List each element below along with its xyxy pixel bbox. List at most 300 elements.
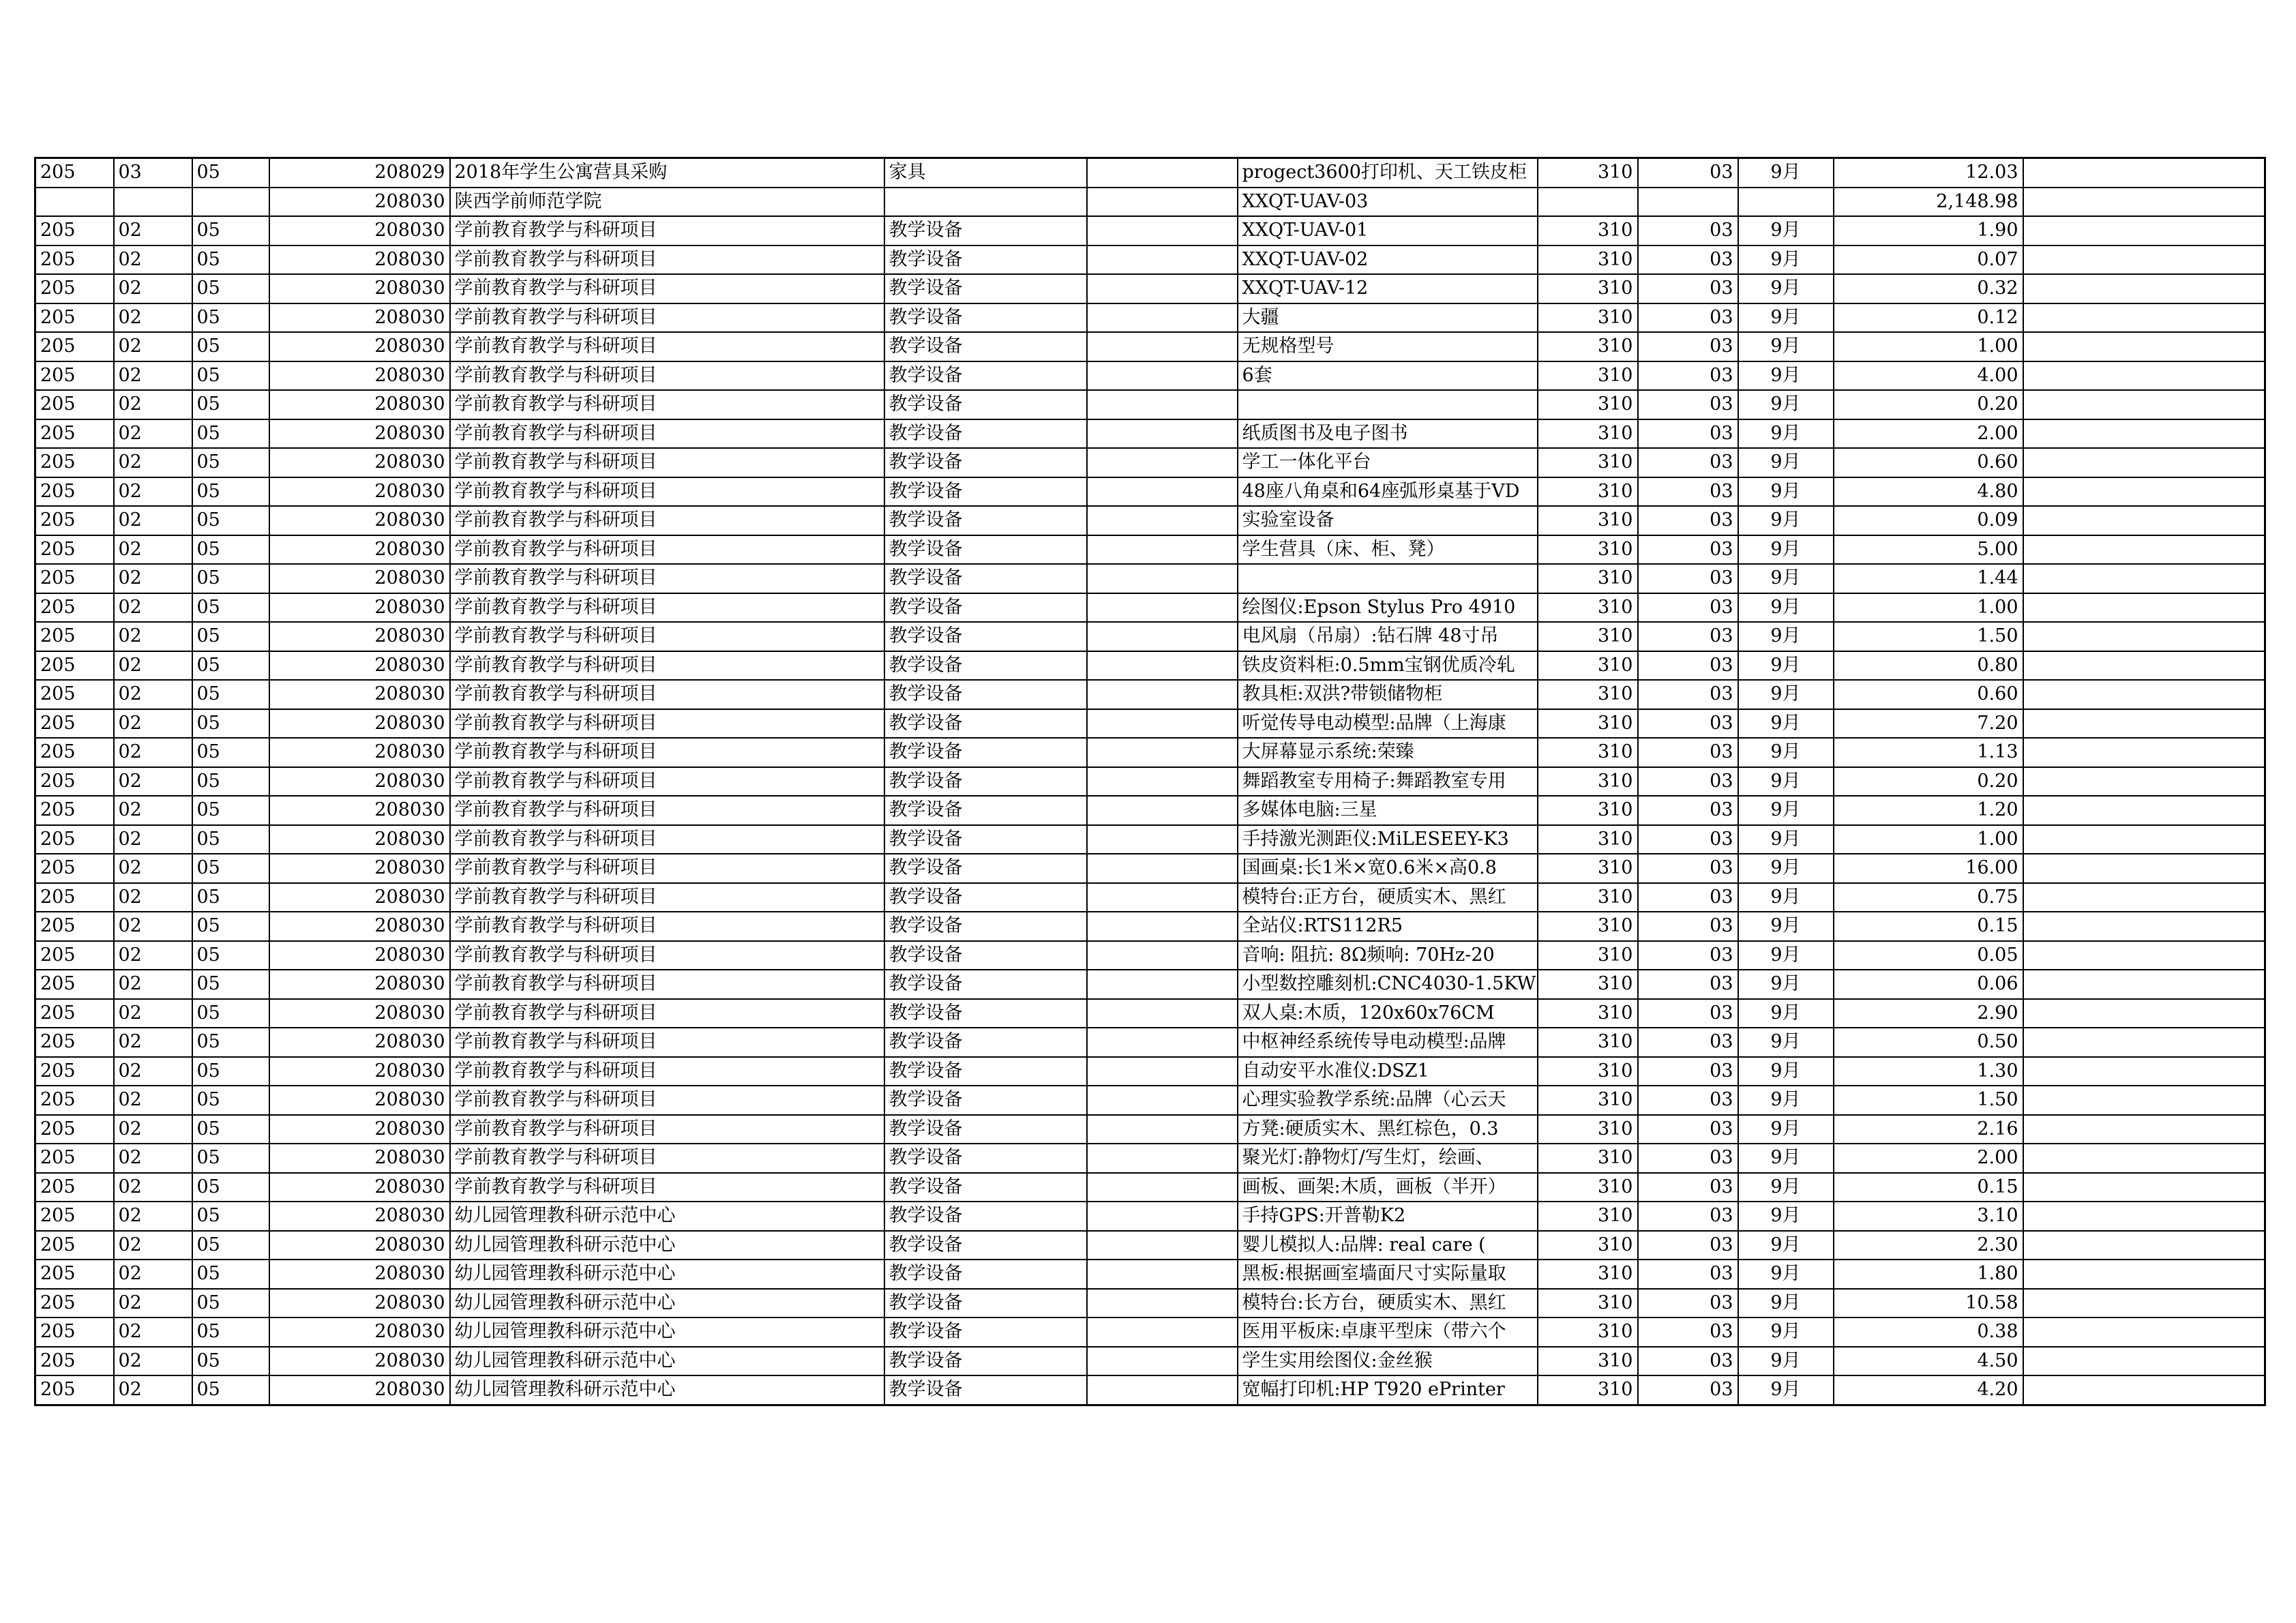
cell-spec: 黑板:根据画室墙面尺寸实际量取 bbox=[1238, 1260, 1538, 1289]
cell-month: 9月 bbox=[1738, 970, 1834, 999]
table-row bbox=[35, 1260, 2265, 1289]
cell-econ-code: 310 bbox=[1538, 912, 1638, 941]
cell-spec: 学工一体化平台 bbox=[1238, 448, 1538, 477]
cell-sub-code: 03 bbox=[1638, 448, 1738, 477]
cell-category: 教学设备 bbox=[884, 680, 1087, 709]
cell-unit-code: 208030 bbox=[269, 941, 450, 970]
cell-unit-code: 208030 bbox=[269, 1144, 450, 1173]
cell-spec: XXQT-UAV-01 bbox=[1238, 216, 1538, 245]
cell-blank-col bbox=[1087, 188, 1238, 217]
cell-amount: 1.44 bbox=[1834, 564, 2023, 593]
cell-remark bbox=[2023, 622, 2265, 651]
cell-econ-code: 310 bbox=[1538, 245, 1638, 275]
cell-class-code: 205 bbox=[35, 912, 114, 941]
cell-type-code: 02 bbox=[114, 709, 192, 739]
cell-econ-code: 310 bbox=[1538, 361, 1638, 391]
cell-remark bbox=[2023, 216, 2265, 245]
cell-sub-code: 03 bbox=[1638, 158, 1738, 188]
cell-sub-code: 03 bbox=[1638, 274, 1738, 303]
cell-project-name: 幼儿园管理教科研示范中心 bbox=[450, 1260, 884, 1289]
cell-category: 教学设备 bbox=[884, 1317, 1087, 1347]
cell-blank-col bbox=[1087, 1260, 1238, 1289]
cell-month: 9月 bbox=[1738, 622, 1834, 651]
cell-class-code: 205 bbox=[35, 738, 114, 767]
cell-remark bbox=[2023, 188, 2265, 217]
table-row bbox=[35, 188, 2265, 217]
table-row bbox=[35, 506, 2265, 535]
cell-month: 9月 bbox=[1738, 825, 1834, 854]
cell-blank-col bbox=[1087, 1375, 1238, 1405]
cell-unit-code: 208029 bbox=[269, 158, 450, 188]
cell-remark bbox=[2023, 1289, 2265, 1318]
cell-spec: 音响: 阻抗: 8Ω频响: 70Hz-20 bbox=[1238, 941, 1538, 970]
cell-econ-code: 310 bbox=[1538, 477, 1638, 507]
cell-blank-col bbox=[1087, 1173, 1238, 1202]
cell-item-code: 05 bbox=[192, 419, 269, 449]
cell-sub-code: 03 bbox=[1638, 651, 1738, 681]
cell-econ-code: 310 bbox=[1538, 158, 1638, 188]
cell-class-code: 205 bbox=[35, 970, 114, 999]
cell-project-name: 学前教育教学与科研项目 bbox=[450, 593, 884, 623]
cell-project-name: 2018年学生公寓营具采购 bbox=[450, 158, 884, 188]
cell-remark bbox=[2023, 680, 2265, 709]
cell-remark bbox=[2023, 709, 2265, 739]
cell-sub-code: 03 bbox=[1638, 1202, 1738, 1231]
cell-category: 教学设备 bbox=[884, 796, 1087, 825]
cell-project-name: 幼儿园管理教科研示范中心 bbox=[450, 1202, 884, 1231]
cell-class-code: 205 bbox=[35, 419, 114, 449]
cell-econ-code: 310 bbox=[1538, 593, 1638, 623]
cell-blank-col bbox=[1087, 1231, 1238, 1260]
cell-amount: 0.09 bbox=[1834, 506, 2023, 535]
cell-econ-code: 310 bbox=[1538, 506, 1638, 535]
table-row bbox=[35, 1289, 2265, 1318]
cell-spec: 医用平板床:卓康平型床（带六个 bbox=[1238, 1317, 1538, 1347]
cell-class-code bbox=[35, 188, 114, 217]
cell-sub-code: 03 bbox=[1638, 216, 1738, 245]
cell-remark bbox=[2023, 941, 2265, 970]
cell-unit-code: 208030 bbox=[269, 999, 450, 1028]
cell-blank-col bbox=[1087, 1347, 1238, 1376]
cell-type-code bbox=[114, 188, 192, 217]
cell-item-code: 05 bbox=[192, 1115, 269, 1144]
cell-month: 9月 bbox=[1738, 1144, 1834, 1173]
cell-amount: 0.20 bbox=[1834, 767, 2023, 796]
cell-remark bbox=[2023, 332, 2265, 361]
cell-month: 9月 bbox=[1738, 738, 1834, 767]
cell-sub-code: 03 bbox=[1638, 535, 1738, 565]
cell-econ-code: 310 bbox=[1538, 651, 1638, 681]
cell-blank-col bbox=[1087, 767, 1238, 796]
cell-item-code: 05 bbox=[192, 1347, 269, 1376]
cell-item-code: 05 bbox=[192, 883, 269, 912]
cell-remark bbox=[2023, 1202, 2265, 1231]
cell-project-name: 学前教育教学与科研项目 bbox=[450, 999, 884, 1028]
cell-type-code: 02 bbox=[114, 912, 192, 941]
cell-blank-col bbox=[1087, 535, 1238, 565]
cell-unit-code: 208030 bbox=[269, 651, 450, 681]
cell-remark bbox=[2023, 1115, 2265, 1144]
cell-amount: 1.00 bbox=[1834, 332, 2023, 361]
cell-category: 教学设备 bbox=[884, 767, 1087, 796]
cell-project-name: 学前教育教学与科研项目 bbox=[450, 1057, 884, 1086]
cell-amount: 16.00 bbox=[1834, 854, 2023, 883]
cell-blank-col bbox=[1087, 970, 1238, 999]
cell-class-code: 205 bbox=[35, 1260, 114, 1289]
cell-remark bbox=[2023, 1317, 2265, 1347]
cell-month: 9月 bbox=[1738, 1317, 1834, 1347]
cell-project-name: 学前教育教学与科研项目 bbox=[450, 941, 884, 970]
cell-remark bbox=[2023, 535, 2265, 565]
table-row bbox=[35, 1317, 2265, 1347]
cell-unit-code: 208030 bbox=[269, 361, 450, 391]
cell-amount: 1.50 bbox=[1834, 1086, 2023, 1115]
cell-item-code: 05 bbox=[192, 216, 269, 245]
cell-remark bbox=[2023, 1086, 2265, 1115]
cell-sub-code: 03 bbox=[1638, 738, 1738, 767]
cell-category: 教学设备 bbox=[884, 970, 1087, 999]
cell-month: 9月 bbox=[1738, 419, 1834, 449]
cell-remark bbox=[2023, 564, 2265, 593]
cell-econ-code: 310 bbox=[1538, 970, 1638, 999]
cell-blank-col bbox=[1087, 1086, 1238, 1115]
cell-sub-code: 03 bbox=[1638, 1057, 1738, 1086]
cell-category: 教学设备 bbox=[884, 825, 1087, 854]
cell-amount: 0.20 bbox=[1834, 390, 2023, 419]
cell-month: 9月 bbox=[1738, 1057, 1834, 1086]
cell-project-name: 学前教育教学与科研项目 bbox=[450, 912, 884, 941]
cell-spec: 心理实验教学系统:品牌（心云天 bbox=[1238, 1086, 1538, 1115]
cell-remark bbox=[2023, 1260, 2265, 1289]
cell-spec: 纸质图书及电子图书 bbox=[1238, 419, 1538, 449]
cell-unit-code: 208030 bbox=[269, 390, 450, 419]
cell-item-code: 05 bbox=[192, 912, 269, 941]
cell-spec: XXQT-UAV-03 bbox=[1238, 188, 1538, 217]
cell-type-code: 02 bbox=[114, 1202, 192, 1231]
cell-blank-col bbox=[1087, 361, 1238, 391]
cell-item-code: 05 bbox=[192, 274, 269, 303]
cell-class-code: 205 bbox=[35, 593, 114, 623]
cell-item-code: 05 bbox=[192, 1375, 269, 1405]
cell-amount: 3.10 bbox=[1834, 1202, 2023, 1231]
cell-type-code: 02 bbox=[114, 1086, 192, 1115]
cell-project-name: 学前教育教学与科研项目 bbox=[450, 1115, 884, 1144]
cell-sub-code: 03 bbox=[1638, 767, 1738, 796]
cell-class-code: 205 bbox=[35, 1317, 114, 1347]
cell-category: 教学设备 bbox=[884, 216, 1087, 245]
cell-unit-code: 208030 bbox=[269, 738, 450, 767]
cell-remark bbox=[2023, 1173, 2265, 1202]
cell-econ-code: 310 bbox=[1538, 1028, 1638, 1057]
cell-type-code: 02 bbox=[114, 825, 192, 854]
cell-unit-code: 208030 bbox=[269, 1173, 450, 1202]
cell-econ-code: 310 bbox=[1538, 1173, 1638, 1202]
cell-sub-code: 03 bbox=[1638, 1289, 1738, 1318]
cell-item-code: 05 bbox=[192, 390, 269, 419]
cell-unit-code: 208030 bbox=[269, 1231, 450, 1260]
cell-type-code: 02 bbox=[114, 535, 192, 565]
cell-unit-code: 208030 bbox=[269, 1028, 450, 1057]
table-row bbox=[35, 1202, 2265, 1231]
cell-type-code: 02 bbox=[114, 448, 192, 477]
cell-item-code: 05 bbox=[192, 1144, 269, 1173]
cell-econ-code: 310 bbox=[1538, 332, 1638, 361]
cell-sub-code: 03 bbox=[1638, 564, 1738, 593]
cell-econ-code: 310 bbox=[1538, 1115, 1638, 1144]
cell-sub-code: 03 bbox=[1638, 970, 1738, 999]
cell-category: 教学设备 bbox=[884, 1173, 1087, 1202]
cell-econ-code: 310 bbox=[1538, 1202, 1638, 1231]
cell-blank-col bbox=[1087, 390, 1238, 419]
table-body bbox=[35, 158, 2265, 1405]
cell-category: 教学设备 bbox=[884, 1260, 1087, 1289]
cell-item-code: 05 bbox=[192, 593, 269, 623]
cell-item-code: 05 bbox=[192, 506, 269, 535]
cell-unit-code: 208030 bbox=[269, 506, 450, 535]
cell-unit-code: 208030 bbox=[269, 593, 450, 623]
cell-remark bbox=[2023, 1028, 2265, 1057]
cell-unit-code: 208030 bbox=[269, 970, 450, 999]
cell-class-code: 205 bbox=[35, 999, 114, 1028]
cell-remark bbox=[2023, 245, 2265, 275]
cell-unit-code: 208030 bbox=[269, 1317, 450, 1347]
cell-month: 9月 bbox=[1738, 390, 1834, 419]
cell-type-code: 02 bbox=[114, 1057, 192, 1086]
cell-spec: 教具柜:双洪?带锁储物柜 bbox=[1238, 680, 1538, 709]
cell-class-code: 205 bbox=[35, 680, 114, 709]
cell-month: 9月 bbox=[1738, 245, 1834, 275]
cell-sub-code: 03 bbox=[1638, 825, 1738, 854]
table-row bbox=[35, 274, 2265, 303]
cell-month: 9月 bbox=[1738, 361, 1834, 391]
cell-project-name: 幼儿园管理教科研示范中心 bbox=[450, 1231, 884, 1260]
cell-class-code: 205 bbox=[35, 1144, 114, 1173]
cell-sub-code: 03 bbox=[1638, 1347, 1738, 1376]
table-row bbox=[35, 1028, 2265, 1057]
cell-project-name: 学前教育教学与科研项目 bbox=[450, 535, 884, 565]
cell-unit-code: 208030 bbox=[269, 825, 450, 854]
cell-unit-code: 208030 bbox=[269, 1086, 450, 1115]
cell-item-code: 05 bbox=[192, 477, 269, 507]
cell-econ-code: 310 bbox=[1538, 448, 1638, 477]
cell-category: 教学设备 bbox=[884, 1375, 1087, 1405]
cell-class-code: 205 bbox=[35, 303, 114, 333]
cell-unit-code: 208030 bbox=[269, 1115, 450, 1144]
cell-amount: 1.00 bbox=[1834, 825, 2023, 854]
cell-amount: 4.80 bbox=[1834, 477, 2023, 507]
cell-type-code: 02 bbox=[114, 738, 192, 767]
cell-type-code: 03 bbox=[114, 158, 192, 188]
cell-item-code: 05 bbox=[192, 825, 269, 854]
cell-sub-code: 03 bbox=[1638, 709, 1738, 739]
cell-blank-col bbox=[1087, 245, 1238, 275]
cell-category: 教学设备 bbox=[884, 1289, 1087, 1318]
cell-category: 教学设备 bbox=[884, 912, 1087, 941]
cell-month: 9月 bbox=[1738, 1202, 1834, 1231]
cell-class-code: 205 bbox=[35, 1115, 114, 1144]
cell-item-code: 05 bbox=[192, 303, 269, 333]
cell-project-name: 学前教育教学与科研项目 bbox=[450, 796, 884, 825]
cell-remark bbox=[2023, 1144, 2265, 1173]
cell-amount: 2.90 bbox=[1834, 999, 2023, 1028]
table-row bbox=[35, 1115, 2265, 1144]
cell-class-code: 205 bbox=[35, 883, 114, 912]
cell-econ-code: 310 bbox=[1538, 738, 1638, 767]
table-row bbox=[35, 883, 2265, 912]
cell-month: 9月 bbox=[1738, 274, 1834, 303]
cell-type-code: 02 bbox=[114, 1375, 192, 1405]
cell-project-name: 学前教育教学与科研项目 bbox=[450, 1173, 884, 1202]
cell-spec: 婴儿模拟人:品牌: real care ( bbox=[1238, 1231, 1538, 1260]
cell-sub-code: 03 bbox=[1638, 912, 1738, 941]
cell-unit-code: 208030 bbox=[269, 709, 450, 739]
cell-unit-code: 208030 bbox=[269, 274, 450, 303]
cell-sub-code: 03 bbox=[1638, 883, 1738, 912]
cell-blank-col bbox=[1087, 999, 1238, 1028]
cell-month: 9月 bbox=[1738, 767, 1834, 796]
cell-item-code: 05 bbox=[192, 361, 269, 391]
table-row bbox=[35, 1086, 2265, 1115]
cell-project-name: 学前教育教学与科研项目 bbox=[450, 854, 884, 883]
cell-econ-code: 310 bbox=[1538, 680, 1638, 709]
cell-econ-code: 310 bbox=[1538, 796, 1638, 825]
cell-spec: 模特台:正方台，硬质实木、黑红 bbox=[1238, 883, 1538, 912]
cell-spec: 铁皮资料柜:0.5mm宝钢优质冷轧 bbox=[1238, 651, 1538, 681]
cell-category: 教学设备 bbox=[884, 361, 1087, 391]
cell-category: 教学设备 bbox=[884, 245, 1087, 275]
cell-econ-code: 310 bbox=[1538, 854, 1638, 883]
cell-class-code: 205 bbox=[35, 1202, 114, 1231]
cell-spec: 大疆 bbox=[1238, 303, 1538, 333]
cell-sub-code: 03 bbox=[1638, 1173, 1738, 1202]
cell-type-code: 02 bbox=[114, 216, 192, 245]
cell-blank-col bbox=[1087, 1115, 1238, 1144]
cell-type-code: 02 bbox=[114, 941, 192, 970]
cell-category: 家具 bbox=[884, 158, 1087, 188]
cell-sub-code: 03 bbox=[1638, 390, 1738, 419]
cell-project-name: 学前教育教学与科研项目 bbox=[450, 245, 884, 275]
cell-remark bbox=[2023, 390, 2265, 419]
cell-type-code: 02 bbox=[114, 1144, 192, 1173]
cell-blank-col bbox=[1087, 1057, 1238, 1086]
cell-item-code: 05 bbox=[192, 680, 269, 709]
cell-category: 教学设备 bbox=[884, 738, 1087, 767]
cell-spec: 48座八角桌和64座弧形桌基于VD bbox=[1238, 477, 1538, 507]
cell-amount: 0.15 bbox=[1834, 1173, 2023, 1202]
cell-project-name: 学前教育教学与科研项目 bbox=[450, 767, 884, 796]
cell-item-code: 05 bbox=[192, 1057, 269, 1086]
cell-month: 9月 bbox=[1738, 477, 1834, 507]
cell-blank-col bbox=[1087, 1144, 1238, 1173]
table-row bbox=[35, 245, 2265, 275]
cell-amount: 5.00 bbox=[1834, 535, 2023, 565]
cell-unit-code: 208030 bbox=[269, 796, 450, 825]
cell-project-name: 学前教育教学与科研项目 bbox=[450, 1144, 884, 1173]
cell-amount: 0.05 bbox=[1834, 941, 2023, 970]
cell-spec: 6套 bbox=[1238, 361, 1538, 391]
cell-unit-code: 208030 bbox=[269, 245, 450, 275]
cell-type-code: 02 bbox=[114, 274, 192, 303]
cell-month: 9月 bbox=[1738, 796, 1834, 825]
cell-blank-col bbox=[1087, 796, 1238, 825]
cell-category: 教学设备 bbox=[884, 1086, 1087, 1115]
cell-category: 教学设备 bbox=[884, 941, 1087, 970]
cell-project-name: 学前教育教学与科研项目 bbox=[450, 651, 884, 681]
cell-class-code: 205 bbox=[35, 506, 114, 535]
cell-blank-col bbox=[1087, 622, 1238, 651]
cell-category: 教学设备 bbox=[884, 332, 1087, 361]
cell-month: 9月 bbox=[1738, 709, 1834, 739]
cell-class-code: 205 bbox=[35, 245, 114, 275]
cell-type-code: 02 bbox=[114, 999, 192, 1028]
cell-econ-code: 310 bbox=[1538, 274, 1638, 303]
cell-item-code: 05 bbox=[192, 1289, 269, 1318]
cell-class-code: 205 bbox=[35, 796, 114, 825]
cell-project-name: 学前教育教学与科研项目 bbox=[450, 361, 884, 391]
cell-amount: 0.06 bbox=[1834, 970, 2023, 999]
cell-amount: 0.75 bbox=[1834, 883, 2023, 912]
cell-item-code: 05 bbox=[192, 1260, 269, 1289]
table-row bbox=[35, 1173, 2265, 1202]
cell-remark bbox=[2023, 506, 2265, 535]
cell-remark bbox=[2023, 854, 2265, 883]
cell-category: 教学设备 bbox=[884, 854, 1087, 883]
cell-amount: 7.20 bbox=[1834, 709, 2023, 739]
cell-econ-code: 310 bbox=[1538, 390, 1638, 419]
table-row bbox=[35, 1347, 2265, 1376]
cell-sub-code: 03 bbox=[1638, 1260, 1738, 1289]
table-row bbox=[35, 419, 2265, 449]
cell-sub-code bbox=[1638, 188, 1738, 217]
cell-spec: 模特台:长方台，硬质实木、黑红 bbox=[1238, 1289, 1538, 1318]
cell-item-code: 05 bbox=[192, 970, 269, 999]
cell-project-name: 学前教育教学与科研项目 bbox=[450, 477, 884, 507]
cell-class-code: 205 bbox=[35, 767, 114, 796]
cell-unit-code: 208030 bbox=[269, 854, 450, 883]
cell-class-code: 205 bbox=[35, 564, 114, 593]
cell-amount: 1.00 bbox=[1834, 593, 2023, 623]
cell-amount: 2.00 bbox=[1834, 1144, 2023, 1173]
cell-econ-code: 310 bbox=[1538, 709, 1638, 739]
cell-amount: 4.20 bbox=[1834, 1375, 2023, 1405]
cell-category: 教学设备 bbox=[884, 1115, 1087, 1144]
table-row bbox=[35, 651, 2265, 681]
cell-sub-code: 03 bbox=[1638, 1115, 1738, 1144]
cell-project-name: 幼儿园管理教科研示范中心 bbox=[450, 1375, 884, 1405]
cell-remark bbox=[2023, 1347, 2265, 1376]
cell-unit-code: 208030 bbox=[269, 303, 450, 333]
cell-month: 9月 bbox=[1738, 535, 1834, 565]
table-row bbox=[35, 1144, 2265, 1173]
cell-item-code: 05 bbox=[192, 1173, 269, 1202]
cell-remark bbox=[2023, 274, 2265, 303]
cell-amount: 2.16 bbox=[1834, 1115, 2023, 1144]
cell-sub-code: 03 bbox=[1638, 1028, 1738, 1057]
cell-unit-code: 208030 bbox=[269, 1289, 450, 1318]
cell-month: 9月 bbox=[1738, 1028, 1834, 1057]
cell-month: 9月 bbox=[1738, 1289, 1834, 1318]
cell-project-name: 学前教育教学与科研项目 bbox=[450, 303, 884, 333]
cell-unit-code: 208030 bbox=[269, 1375, 450, 1405]
cell-project-name: 学前教育教学与科研项目 bbox=[450, 970, 884, 999]
cell-spec: 绘图仪:Epson Stylus Pro 4910 bbox=[1238, 593, 1538, 623]
table-row bbox=[35, 158, 2265, 188]
table-row bbox=[35, 477, 2265, 507]
cell-category: 教学设备 bbox=[884, 1144, 1087, 1173]
cell-project-name: 学前教育教学与科研项目 bbox=[450, 738, 884, 767]
cell-category: 教学设备 bbox=[884, 419, 1087, 449]
cell-econ-code: 310 bbox=[1538, 216, 1638, 245]
